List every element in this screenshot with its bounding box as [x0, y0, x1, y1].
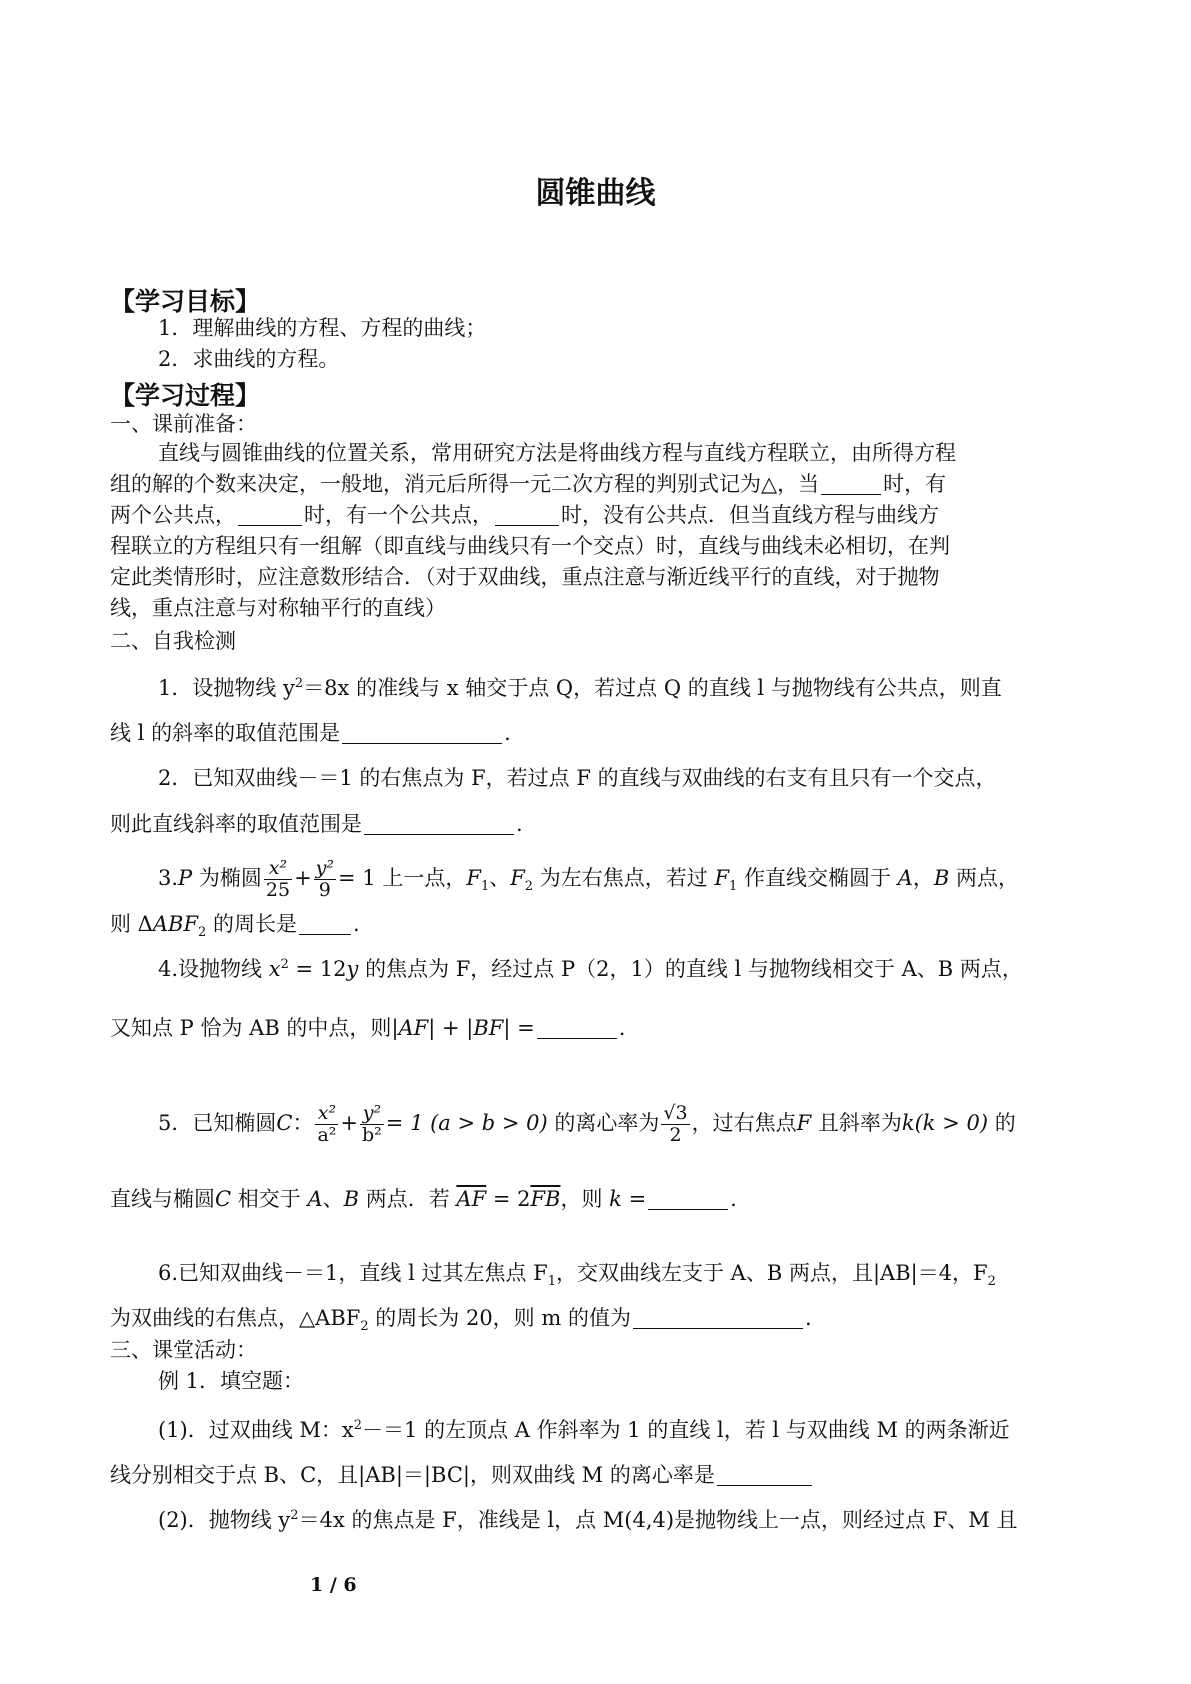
page-title: 圆锥曲线 [535, 176, 656, 211]
q2-line-1: 2．已知双曲线－＝1 的右焦点为 F，若过点 F 的直线与双曲线的右支有且只有一个交点， [158, 766, 997, 790]
section-process-heading: 【学习过程】 [110, 381, 261, 410]
prep-line-4: 程联立的方程组只有一组解（即直线与曲线只有一个交点）时，直线与曲线未必相切，在判 [110, 534, 950, 558]
ex1-2-line-1: (2)．抛物线 $y^2=4x$ 的焦点是 F，准线是 l，点 M(4,4)是抛物线上一点，则经过点 F、M 且 [158, 1508, 1018, 1532]
q1-line-1: 1．设抛物线 $y^2=8x$ 的准线与 x 轴交于点 Q，若过点 Q 的直线 l 与抛物线有公共点，则直 [158, 676, 1002, 700]
part-1-heading: 一、课前准备： [110, 412, 257, 436]
fraction: $\frac{\text{y²}}{9}$ [315, 857, 335, 901]
answer-blank[interactable] [495, 524, 559, 526]
page-number: 1 / 6 [310, 1574, 357, 1596]
prep-line-3: 两个公共点， 时，有一个公共点， 时，没有公共点．但当直线方程与曲线方 [110, 503, 939, 527]
ex1-1-line-2: 线分别相交于点 B、C，且|AB|＝|BC|，则双曲线 M 的离心率是 [110, 1465, 814, 1486]
prep-line-6: 线，重点注意与对称轴平行的直线） [110, 596, 446, 620]
answer-blank[interactable] [342, 742, 502, 744]
ex1-1-line-1: (1)．过双曲线 M：$x^2-=1$ 的左顶点 A 作斜率为 1 的直线 l，若 l 与双曲线 M 的两条渐近 [158, 1418, 1010, 1442]
answer-blank[interactable] [717, 1484, 812, 1486]
q4-line-1: 4.设抛物线 $x^2 = 12y$ 的焦点为 F，经过点 P（2，1）的直线 l 与抛物线相交于 A、B 两点， [158, 957, 1023, 981]
q2-line-2: 则此直线斜率的取值范围是 . [110, 812, 523, 836]
answer-blank[interactable] [633, 1327, 803, 1329]
answer-blank[interactable] [238, 524, 302, 526]
q3-line-1: 3.P 为椭圆 $\frac{\text{x²}}{25}$ + $\frac{\text{y²}}{9}$ = 1 上一点，$F_1$、$F_2$ 为左右焦点，若过 $F_1$ 作直线交椭圆于 A，B 两点， [158, 857, 1019, 901]
answer-blank[interactable] [299, 933, 351, 935]
fraction: $\frac{\text{y²}}{\text{b²}}$ [362, 1102, 382, 1146]
q6-line-2: 为双曲线的右焦点，$\triangle ABF_2$ 的周长为 20，则 m 的值为 . [110, 1306, 812, 1335]
q5-line-1: 5．已知椭圆C： $\frac{\text{x²}}{\text{a²}}$ + $\frac{\text{y²}}{\text{b²}}$ = 1 (a > b > 0) 的离心率为 $\frac{√3}{2}$ ，过右焦点F 且斜率为k(k > 0) 的 [158, 1102, 1016, 1146]
prep-line-1: 直线与圆锥曲线的位置关系，常用研究方法是将曲线方程与直线方程联立，由所得方程 [158, 441, 956, 465]
q3-line-2: 则 $\Delta ABF_2$ 的周长是 . [110, 912, 360, 941]
goal-1: 1．理解曲线的方程、方程的曲线； [158, 316, 487, 340]
part-3-heading: 三、课堂活动： [110, 1338, 257, 1362]
answer-blank[interactable] [537, 1037, 617, 1039]
q1-line-2: 线 l 的斜率的取值范围是 . [110, 721, 511, 745]
prep-line-5: 定此类情形时，应注意数形结合．（对于双曲线，重点注意与渐近线平行的直线，对于抛物 [110, 565, 940, 589]
section-goals-heading: 【学习目标】 [110, 287, 261, 316]
answer-blank[interactable] [364, 833, 514, 835]
answer-blank[interactable] [821, 493, 881, 495]
prep-line-2: 组的解的个数来决定，一般地，消元后所得一元二次方程的判别式记为△，当 时，有 [110, 472, 947, 496]
fraction: $\frac{\text{x²}}{25}$ [265, 857, 291, 901]
fraction: $\frac{√3}{2}$ [663, 1102, 688, 1146]
example-1-heading: 例 1．填空题： [158, 1369, 305, 1393]
answer-blank[interactable] [648, 1208, 728, 1210]
goal-2: 2．求曲线的方程。 [158, 347, 340, 371]
q5-line-2: 直线与椭圆C 相交于 A、B 两点．若 $\overline{AF} = 2\overline{FB}$，则 k = . [110, 1187, 737, 1211]
q4-line-2: 又知点 P 恰为 AB 的中点，则|AF| + |BF| = . [110, 1016, 626, 1040]
part-2-heading: 二、自我检测 [110, 629, 236, 653]
fraction: $\frac{\text{x²}}{\text{a²}}$ [317, 1102, 337, 1146]
q6-line-1: 6.已知双曲线－＝1，直线 l 过其左焦点 $F_1$，交双曲线左支于 A、B 两点，且|AB|＝4，$F_2$ [158, 1261, 996, 1290]
